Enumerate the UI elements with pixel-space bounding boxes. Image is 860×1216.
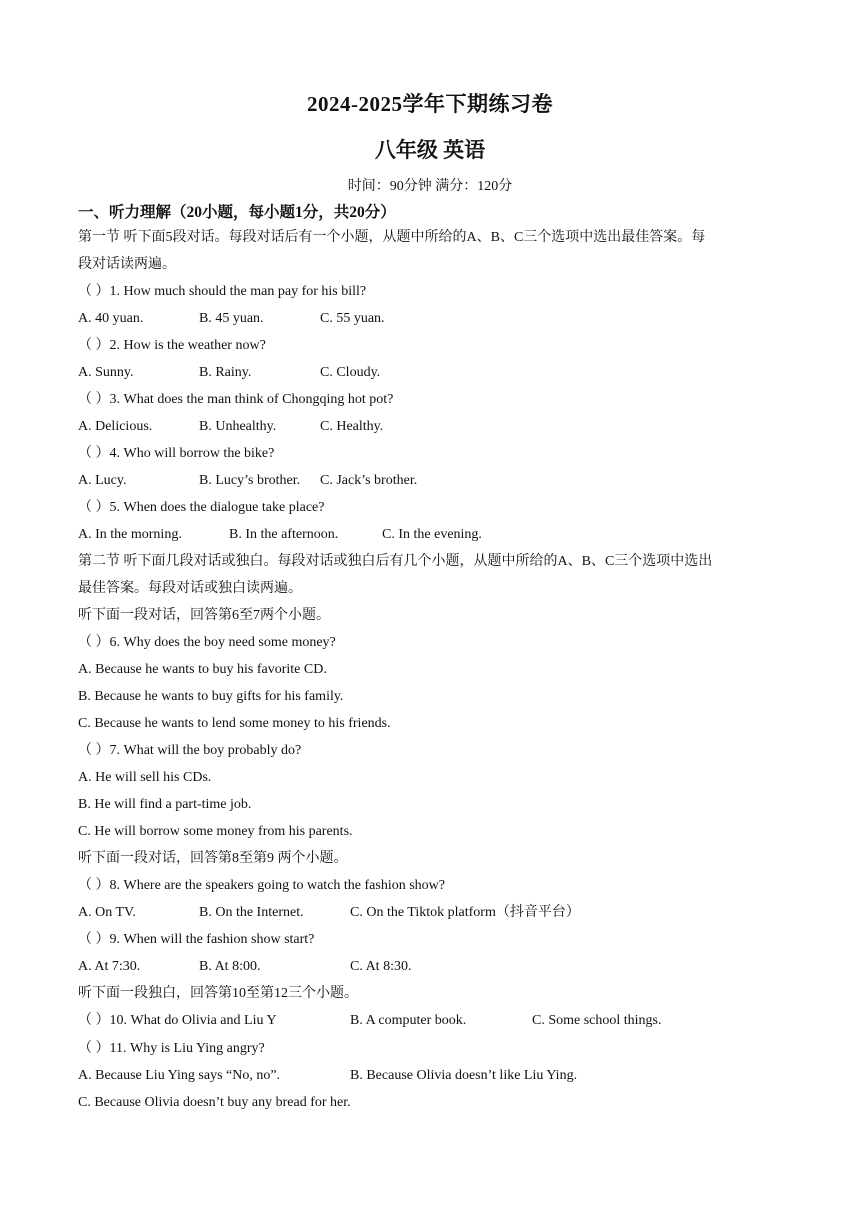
q11-option-c: C. Because Olivia doesn’t buy any bread for her. (78, 1095, 351, 1110)
q7-option-b: B. He will find a part-time job. (78, 797, 252, 812)
q6-option-b: B. Because he wants to buy gifts for his family. (78, 689, 344, 704)
question-6: （ ）6. Why does the boy need some money? (78, 635, 336, 650)
part1-instruction-cont: 段对话读两遍。 (78, 257, 176, 272)
q3-option-b: B. Unhealthy. (199, 419, 277, 434)
intro-questions-6-7: 听下面一段对话，回答第6至7两个小题。 (78, 608, 330, 623)
question-10: （ ）10. What do Olivia and Liu Y (78, 1013, 277, 1028)
q9-option-b: B. At 8:00. (199, 959, 261, 974)
q8-option-a: A. On TV. (78, 905, 136, 920)
question-9: （ ）9. When will the fashion show start? (78, 932, 315, 947)
part1-instruction: 第一节 听下面5段对话。每段对话后有一个小题，从题中所给的A、B、C三个选项中选出最佳答案。每 (78, 230, 706, 245)
q10-option-c: C. Some school things. (532, 1013, 662, 1028)
question-3: （ ）3. What does the man think of Chongqing hot pot? (78, 392, 394, 407)
q8-option-c: C. On the Tiktok platform（抖音平台） (350, 905, 580, 920)
question-11: （ ）11. Why is Liu Ying angry? (78, 1041, 265, 1056)
q5-option-b: B. In the afternoon. (229, 527, 339, 542)
q4-option-c: C. Jack’s brother. (320, 473, 418, 488)
intro-questions-10-12: 听下面一段独白，回答第10至第12三个小题。 (78, 986, 358, 1001)
q6-option-a: A. Because he wants to buy his favorite CD. (78, 662, 327, 677)
q11-option-b: B. Because Olivia doesn’t like Liu Ying. (350, 1068, 578, 1083)
q1-option-a: A. 40 yuan. (78, 311, 144, 326)
q7-option-c: C. He will borrow some money from his parents. (78, 824, 353, 839)
q9-option-a: A. At 7:30. (78, 959, 141, 974)
section-heading: 一、听力理解（20小题，每小题1分，共20分） (78, 204, 396, 221)
question-8: （ ）8. Where are the speakers going to watch the fashion show? (78, 878, 445, 893)
q1-option-c: C. 55 yuan. (320, 311, 385, 326)
q4-option-b: B. Lucy’s brother. (199, 473, 301, 488)
q2-option-c: C. Cloudy. (320, 365, 381, 380)
part2-instruction-cont: 最佳答案。每段对话或独白读两遍。 (78, 581, 302, 596)
q5-option-c: C. In the evening. (382, 527, 482, 542)
q10-option-b: B. A computer book. (350, 1013, 467, 1028)
intro-questions-8-9: 听下面一段对话，回答第8至第9 两个小题。 (78, 851, 348, 866)
exam-title: 2024-2025学年下期练习卷 (307, 92, 553, 116)
question-2: （ ）2. How is the weather now? (78, 338, 266, 353)
q2-option-a: A. Sunny. (78, 365, 134, 380)
q5-option-a: A. In the morning. (78, 527, 182, 542)
q2-option-b: B. Rainy. (199, 365, 252, 380)
q11-option-a: A. Because Liu Ying says “No, no”. (78, 1068, 281, 1083)
q4-option-a: A. Lucy. (78, 473, 127, 488)
exam-subtitle: 八年级 英语 (374, 138, 486, 162)
q8-option-b: B. On the Internet. (199, 905, 304, 920)
part2-instruction: 第二节 听下面几段对话或独白。每段对话或独白后有几个小题，从题中所给的A、B、C三个选项中选出 (78, 554, 713, 569)
exam-meta: 时间：90分钟 满分：120分 (347, 179, 513, 194)
q3-option-c: C. Healthy. (320, 419, 384, 434)
question-4: （ ）4. Who will borrow the bike? (78, 446, 275, 461)
q9-option-c: C. At 8:30. (350, 959, 412, 974)
question-1: （ ）1. How much should the man pay for his bill? (78, 284, 367, 299)
q6-option-c: C. Because he wants to lend some money to his friends. (78, 716, 391, 731)
q7-option-a: A. He will sell his CDs. (78, 770, 212, 785)
question-5: （ ）5. When does the dialogue take place? (78, 500, 325, 515)
q1-option-b: B. 45 yuan. (199, 311, 264, 326)
question-7: （ ）7. What will the boy probably do? (78, 743, 302, 758)
q3-option-a: A. Delicious. (78, 419, 153, 434)
